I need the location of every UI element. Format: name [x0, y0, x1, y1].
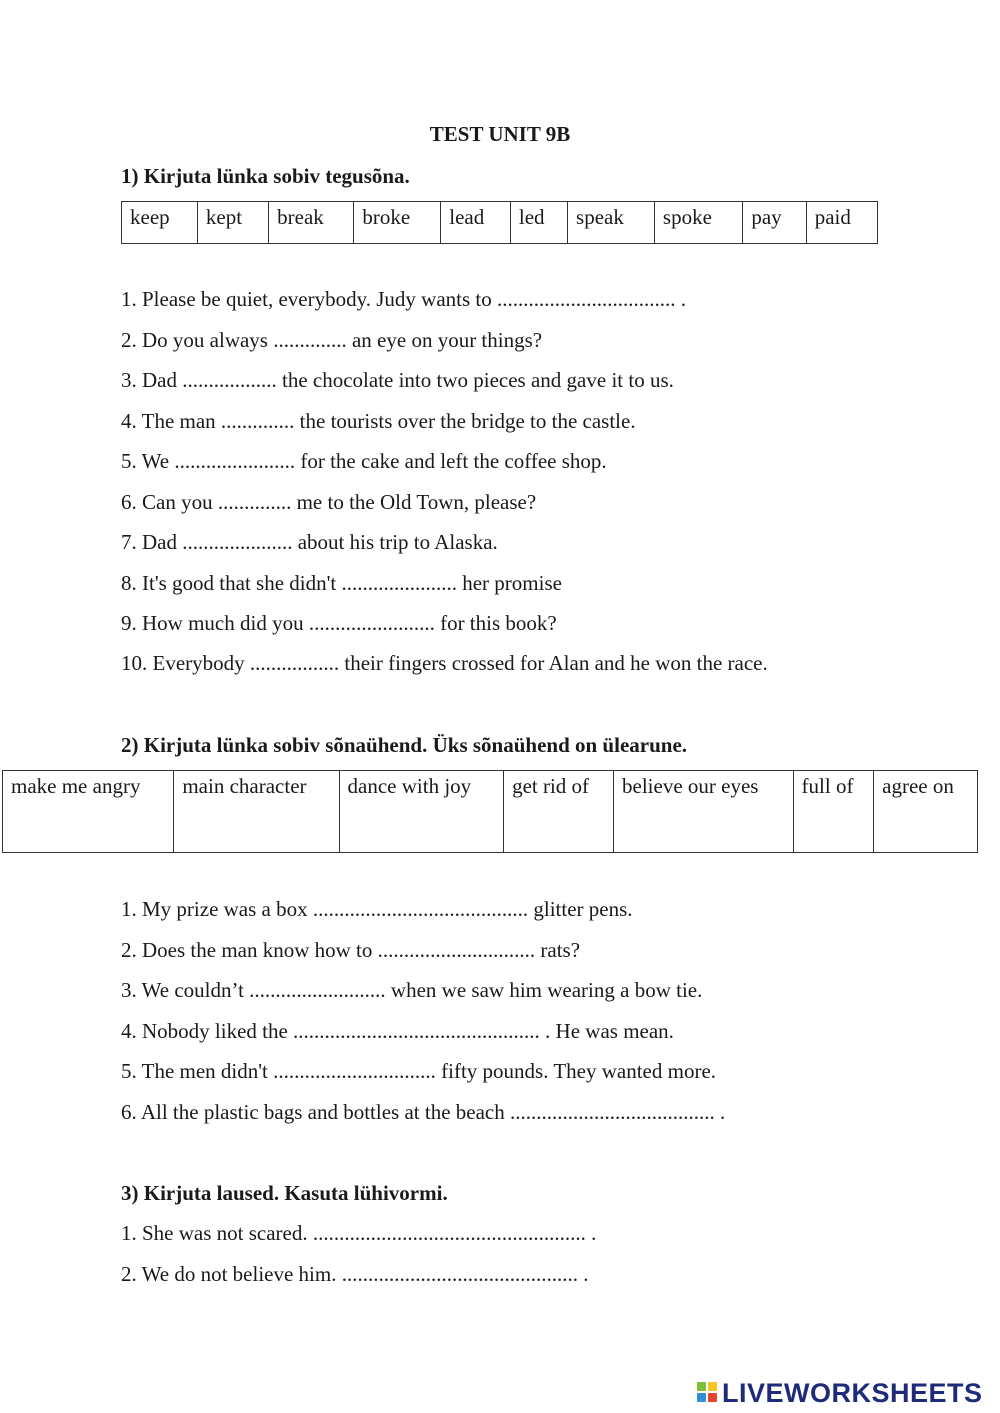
exercise2-sentence: 1. My prize was a box ......................................... glitter pens. — [121, 897, 633, 921]
word-box-cell: break — [269, 202, 354, 244]
word-box-cell: speak — [568, 202, 655, 244]
section1-heading: 1) Kirjuta lünka sobiv tegusõna. — [121, 164, 410, 188]
exercise1-sentence: 7. Dad ..................... about his trip to Alaska. — [121, 530, 498, 554]
logo-text: LIVEWORKSHEETS — [722, 1377, 983, 1408]
word-box-cell: agree on — [874, 771, 978, 853]
word-box-cell: main character — [174, 771, 339, 853]
exercise1-sentence: 1. Please be quiet, everybody. Judy wants to .................................. . — [121, 287, 686, 311]
exercise1-sentence: 6. Can you .............. me to the Old Town, please? — [121, 490, 537, 514]
exercise1-sentence: 3. Dad .................. the chocolate into two pieces and gave it to us. — [121, 368, 674, 392]
word-box-cell: lead — [441, 202, 511, 244]
word-box-cell: pay — [743, 202, 806, 244]
exercise1-sentence: 8. It's good that she didn't ...................... her promise — [121, 571, 562, 595]
page-title: TEST UNIT 9B — [429, 122, 571, 146]
exercise1-sentence: 10. Everybody ................. their fingers crossed for Alan and he won the race. — [121, 651, 768, 675]
section3-heading: 3) Kirjuta laused. Kasuta lühivormi. — [121, 1181, 448, 1205]
word-box-cell: paid — [806, 202, 877, 244]
exercise1-sentence: 4. The man .............. the tourists over the bridge to the castle. — [121, 409, 636, 433]
word-box-cell: full of — [793, 771, 874, 853]
exercise1-sentence: 2. Do you always .............. an eye on your things? — [121, 328, 543, 352]
word-box-cell: believe our eyes — [614, 771, 794, 853]
word-box-cell: broke — [354, 202, 441, 244]
verb-word-box — [121, 201, 878, 244]
phrase-word-box — [2, 770, 978, 853]
exercise3-sentence: 2. We do not believe him. ............................................. . — [121, 1262, 589, 1286]
exercise1-sentence: 9. How much did you ........................ for this book? — [121, 611, 557, 635]
word-box-cell: spoke — [654, 202, 742, 244]
word-box-cell: keep — [122, 202, 198, 244]
logo-mark-icon — [697, 1382, 719, 1404]
word-box-cell: led — [510, 202, 567, 244]
exercise2-sentence: 3. We couldn’t .......................... when we saw him wearing a bow tie. — [121, 978, 703, 1002]
exercise2-sentence: 4. Nobody liked the ............................................... . He was mean. — [121, 1019, 674, 1043]
liveworksheets-logo[interactable] — [697, 1378, 983, 1408]
word-box-cell: get rid of — [504, 771, 614, 853]
word-box-cell: kept — [197, 202, 268, 244]
section2-heading: 2) Kirjuta lünka sobiv sõnaühend. Üks sõnaühend on ülearune. — [121, 733, 688, 757]
exercise2-sentence: 6. All the plastic bags and bottles at the beach ....................................... . — [121, 1100, 726, 1124]
exercise1-sentence: 5. We ....................... for the cake and left the coffee shop. — [121, 449, 607, 473]
word-box-cell: dance with joy — [339, 771, 504, 853]
exercise3-sentence: 1. She was not scared. .................................................... . — [121, 1221, 597, 1245]
exercise2-sentence: 5. The men didn't ............................... fifty pounds. They wanted more. — [121, 1059, 717, 1083]
exercise2-sentence: 2. Does the man know how to .............................. rats? — [121, 938, 581, 962]
word-box-cell: make me angry — [3, 771, 174, 853]
